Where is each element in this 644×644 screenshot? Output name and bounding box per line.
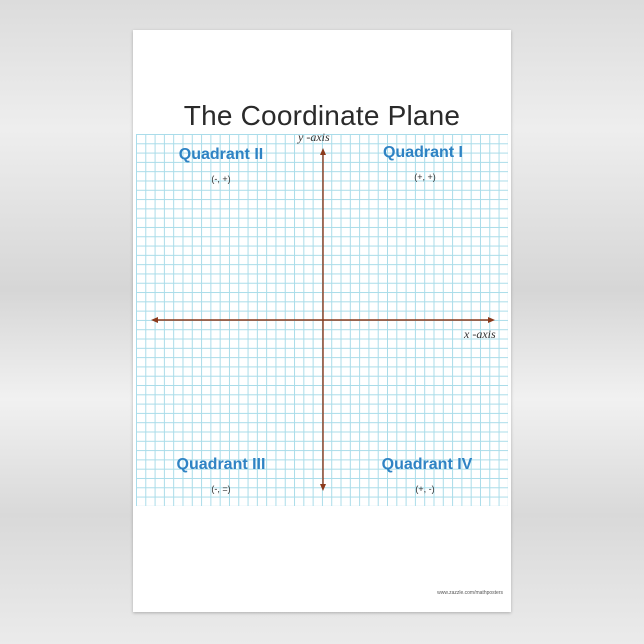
quadrant-i-title: Quadrant I bbox=[382, 144, 463, 161]
quadrant-iv-sign: (+, -) bbox=[415, 484, 435, 494]
quadrant-i-sign: (+, +) bbox=[414, 172, 436, 182]
y-axis-top-arrow bbox=[320, 148, 326, 155]
axes bbox=[133, 30, 511, 612]
quadrant-iii-title: Quadrant III bbox=[176, 456, 266, 473]
quadrant-iv-title: Quadrant IV bbox=[381, 456, 473, 473]
x-axis-right-arrow bbox=[488, 317, 495, 323]
quadrant-iii-sign: (-, =) bbox=[211, 484, 231, 494]
footer-url: www.zazzle.com/mathposters bbox=[437, 590, 503, 596]
quadrant-ii-title: Quadrant II bbox=[178, 146, 264, 163]
y-axis-bottom-arrow bbox=[320, 484, 326, 491]
poster bbox=[133, 30, 511, 612]
y-axis-label: y -axis bbox=[298, 130, 330, 144]
quadrant-ii-sign: (-, +) bbox=[211, 174, 231, 184]
poster-title: The Coordinate Plane bbox=[183, 100, 461, 131]
x-axis-label: x -axis bbox=[464, 327, 496, 341]
x-axis-left-arrow bbox=[151, 317, 158, 323]
